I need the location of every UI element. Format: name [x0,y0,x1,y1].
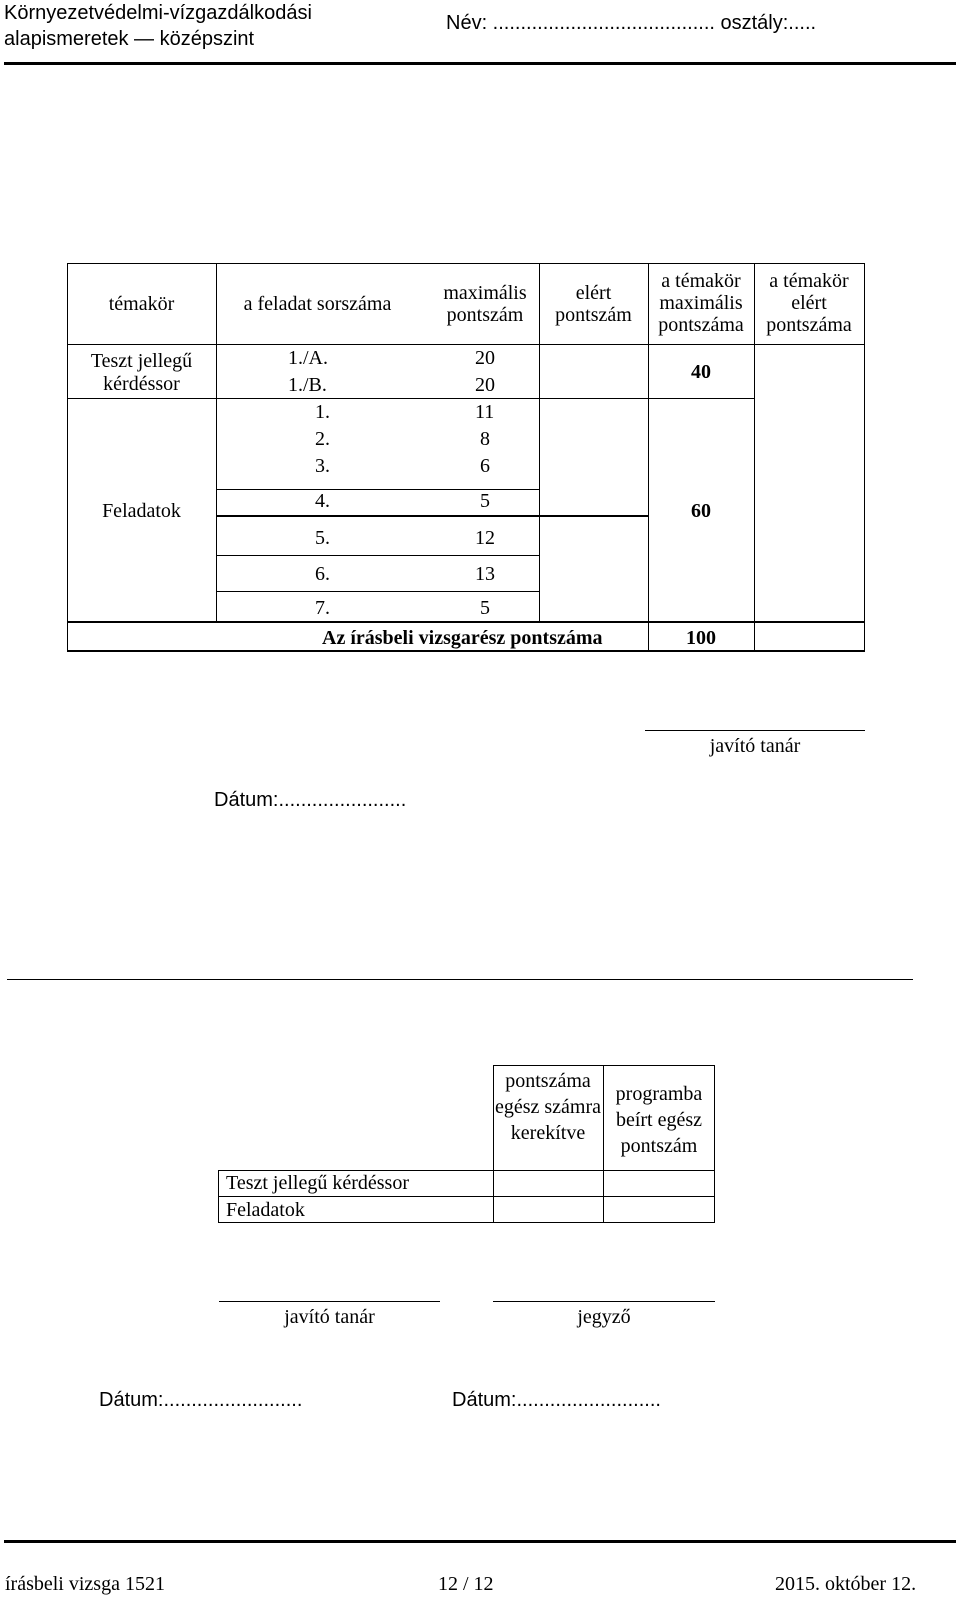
footer-date: 2015. október 12. [775,1573,917,1595]
task-number: 1. [315,401,330,423]
total-value: 100 [686,627,716,649]
task-max-points: 12 [475,527,495,549]
task-max-points: 8 [480,428,490,450]
name-class-field: Név: ........................................ osztály:..... [446,12,817,34]
task-number: 5. [315,527,330,549]
task-max-points: 5 [480,597,490,619]
subject-title [4,0,312,52]
separator-rule [7,979,913,980]
task-number: 2. [315,428,330,450]
task-number: 1./B. [288,374,327,396]
teacher-signature-line [219,1301,440,1302]
header-entered-score-text: programba beírt egész pontszám [615,1083,703,1157]
task-max-points: 13 [475,563,495,585]
footer-page-number: 12 / 12 [438,1573,494,1595]
header-rounded-score [494,1068,602,1146]
signature-line [645,730,865,731]
group-test-questions: Teszt jellegű kérdéssor [90,350,193,395]
header-rounded-score-text: pontszáma egész számra kerekítve [494,1070,602,1144]
signature-role: javító tanár [709,735,801,757]
topic-max-tasks: 60 [691,500,711,522]
date-field: Dátum:....................... [214,789,407,811]
task-number: 4. [315,490,330,512]
task-max-points: 11 [475,401,495,423]
topic-max-test: 40 [691,361,711,383]
header-max-points: maximális pontszám [443,282,527,326]
clerk-date-field: Dátum:.......................... [452,1389,661,1411]
task-max-points: 20 [475,374,495,396]
header-task-number: a feladat sorszáma [243,293,392,315]
header-entered-score [604,1081,714,1159]
header-rule [4,62,956,65]
header-topic-max: a témakör maximális pontszáma [658,270,744,336]
task-max-points: 6 [480,455,490,477]
task-number: 3. [315,455,330,477]
subject-line-2: alapismeretek — középszint [4,28,255,50]
header-achieved-points: elért pontszám [555,282,632,326]
task-number: 6. [315,563,330,585]
footer-rule [4,1540,956,1543]
teacher-date-field: Dátum:......................... [99,1389,303,1411]
task-number: 1./A. [288,347,328,369]
teacher-role: javító tanár [284,1306,375,1328]
task-max-points: 20 [475,347,495,369]
summary-row-label: Teszt jellegű kérdéssor [226,1172,409,1194]
header-topic-achieved: a témakör elért pontszáma [766,270,852,336]
subject-line-1: Környezetvédelmi-vízgazdálkodási [4,2,312,24]
group-tasks: Feladatok [102,500,181,522]
clerk-signature-line [493,1301,715,1302]
total-label: Az írásbeli vizsgarész pontszáma [322,627,603,649]
header-topic: témakör [108,293,175,315]
footer-exam-id: írásbeli vizsga 1521 [5,1573,165,1595]
clerk-role: jegyző [577,1306,631,1328]
task-max-points: 5 [480,490,490,512]
task-number: 7. [315,597,330,619]
summary-row-label: Feladatok [226,1199,305,1221]
